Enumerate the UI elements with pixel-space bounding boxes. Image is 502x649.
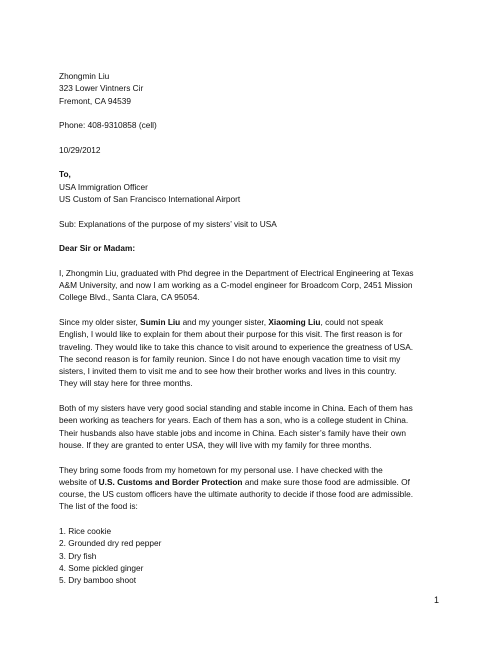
paragraph-food: [59, 464, 451, 513]
food-list: [59, 525, 451, 586]
list-item: 3. Dry fish: [59, 550, 97, 561]
sender-address-line2: Fremont, CA 94539: [59, 95, 131, 106]
subject-line: Sub: Explanations of the purpose of my sisters’ visit to USA: [59, 218, 277, 229]
paragraph-line: sisters, I invited them to visit me and to see how their brother works and lives in this country.: [59, 366, 397, 377]
paragraph-line: I, Zhongmin Liu, graduated with Phd degree in the Department of Electrical Engineering at Texas: [59, 267, 414, 278]
sender-address-line1: 323 Lower Vintners Cir: [59, 83, 144, 94]
sender-phone: Phone: 408-9310858 (cell): [59, 120, 157, 131]
recipient-label: To,: [59, 169, 71, 180]
paragraph-line: [59, 476, 451, 488]
agency-name: U.S. Customs and Border Protection: [98, 476, 243, 487]
recipient-line1: USA Immigration Officer: [59, 181, 148, 192]
paragraph-social-standing: [59, 402, 451, 451]
paragraph-line: course, the US custom officers have the ultimate authority to decide if those food are admissible.: [59, 489, 414, 500]
salutation: Dear Sir or Madam:: [59, 243, 136, 254]
text-fragment: , could not speak: [320, 316, 384, 327]
letter-date: 10/29/2012: [59, 144, 101, 155]
list-item: 1. Rice cookie: [59, 525, 112, 536]
paragraph-line: College Blvd., Santa Clara, CA 95054.: [59, 292, 200, 303]
paragraph-line: A&M University, and now I am working as a C-model engineer for Broadcom Corp, 2451 Mission: [59, 280, 413, 291]
paragraph-purpose: [59, 316, 451, 390]
paragraph-education: [59, 267, 451, 304]
paragraph-line: traveling. They would like to take this chance to visit around to experience the greatness of USA.: [59, 341, 414, 352]
paragraph-line: They bring some foods from my hometown for my personal use. I have checked with the: [59, 464, 383, 475]
list-item: 5. Dry bamboo shoot: [59, 575, 137, 586]
paragraph-line: been working as teachers for years. Each of them has a son, who is a college student in China.: [59, 415, 409, 426]
text-fragment: website of: [59, 476, 99, 487]
paragraph-line: Both of my sisters have very good social standing and stable income in China. Each of them has: [59, 403, 413, 414]
list-item: 4. Some pickled ginger: [59, 562, 144, 573]
paragraph-line: The second reason is for family reunion. Since I do not have enough vacation time to visit my: [59, 353, 401, 364]
paragraph-line: house. If they are granted to enter USA, they will live with my family for three months.: [59, 439, 372, 450]
text-fragment: and my younger sister,: [180, 316, 269, 327]
paragraph-line: Their husbands also have stable jobs and income in China. Each sister’s family have their own: [59, 427, 406, 438]
sender-name: Zhongmin Liu: [59, 71, 110, 81]
paragraph-line: They will stay here for three months.: [59, 378, 193, 389]
paragraph-line: The list of the food is:: [59, 501, 138, 512]
text-fragment: Since my older sister,: [59, 316, 141, 327]
sister-name-younger: Xiaoming Liu: [268, 316, 321, 327]
letter-body: [59, 70, 451, 586]
sister-name-older: Sumin Liu: [140, 316, 181, 327]
paragraph-line: English, I would like to explain for them about their purpose for this visit. The first reason is for: [59, 329, 403, 340]
text-fragment: and make sure those food are admissible. Of: [242, 476, 410, 487]
recipient-line2: US Custom of San Francisco International Airport: [59, 193, 241, 204]
list-item: 2. Grounded dry red pepper: [59, 538, 162, 549]
paragraph-line: [59, 316, 451, 328]
page-number: 1: [434, 595, 440, 605]
